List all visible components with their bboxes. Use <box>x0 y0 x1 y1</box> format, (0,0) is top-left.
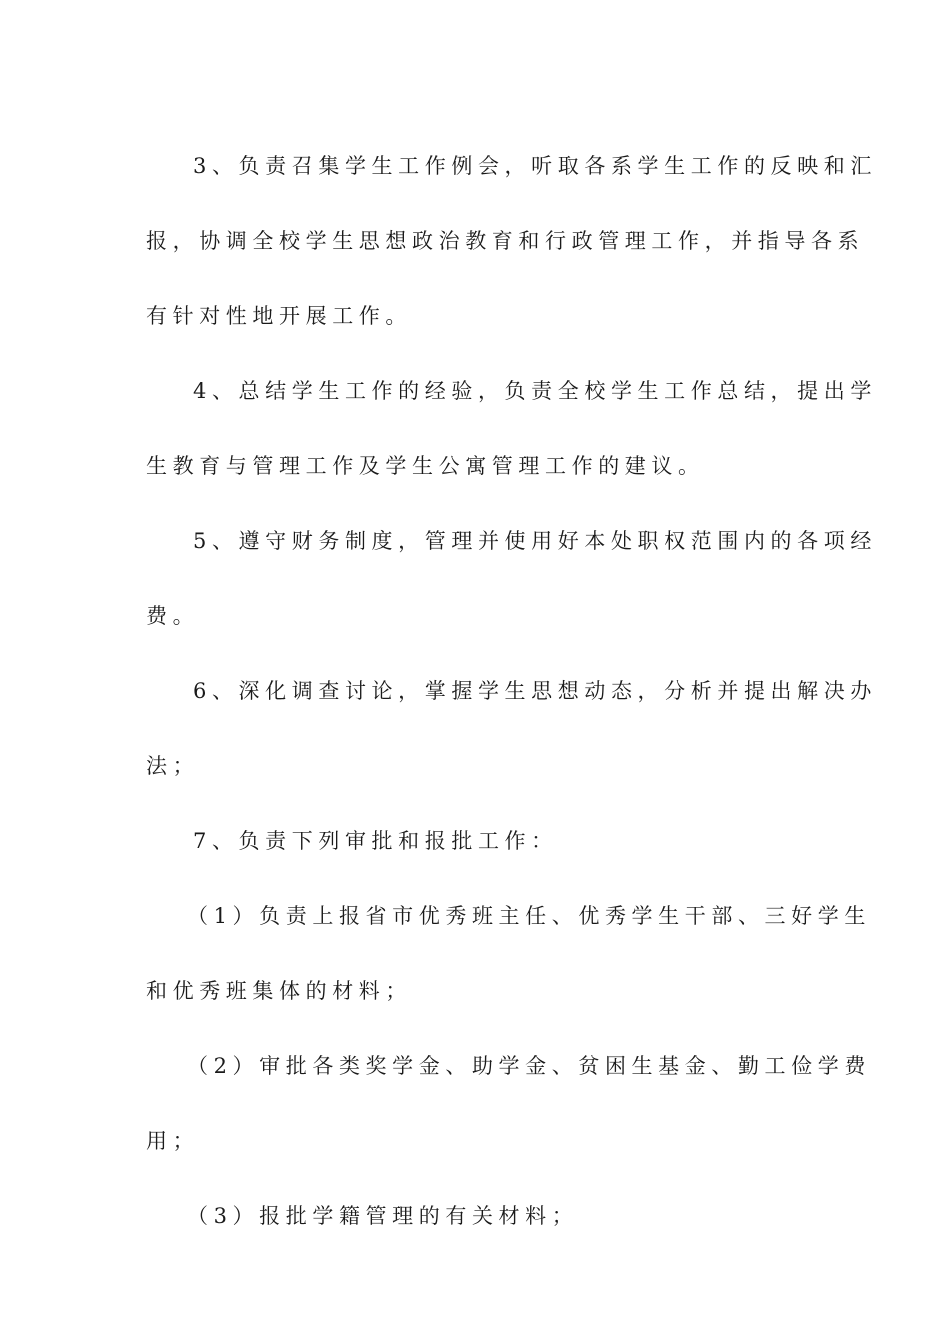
item-2-line-2: 用； <box>146 1129 200 1153</box>
item-3-line-1: （3）报批学籍管理的有关材料； <box>187 1204 579 1228</box>
item-1-line-1: （1）负责上报省市优秀班主任、优秀学生干部、三好学生 <box>187 904 871 928</box>
paragraph-7-line-1: 7、负责下列审批和报批工作： <box>193 829 558 853</box>
paragraph-3-line-2: 报，协调全校学生思想政治教育和行政管理工作，并指导各系 <box>146 229 865 253</box>
paragraph-6-line-2: 法； <box>146 754 200 778</box>
paragraph-3-line-3: 有针对性地开展工作。 <box>146 304 412 328</box>
paragraph-4-line-1: 4、总结学生工作的经验，负责全校学生工作总结，提出学 <box>193 379 877 403</box>
paragraph-5-line-1: 5、遵守财务制度，管理并使用好本处职权范围内的各项经 <box>193 529 877 553</box>
paragraph-3-line-1: 3、负责召集学生工作例会，听取各系学生工作的反映和汇 <box>193 154 877 178</box>
paragraph-4-line-2: 生教育与管理工作及学生公寓管理工作的建议。 <box>146 454 705 478</box>
item-1-line-2: 和优秀班集体的材料； <box>146 979 412 1003</box>
document-body <box>146 129 877 1254</box>
paragraph-5-line-2: 费。 <box>146 604 200 628</box>
item-2-line-1: （2）审批各类奖学金、助学金、贫困生基金、勤工俭学费 <box>187 1054 871 1078</box>
paragraph-6-line-1: 6、深化调查讨论，掌握学生思想动态，分析并提出解决办 <box>193 679 877 703</box>
